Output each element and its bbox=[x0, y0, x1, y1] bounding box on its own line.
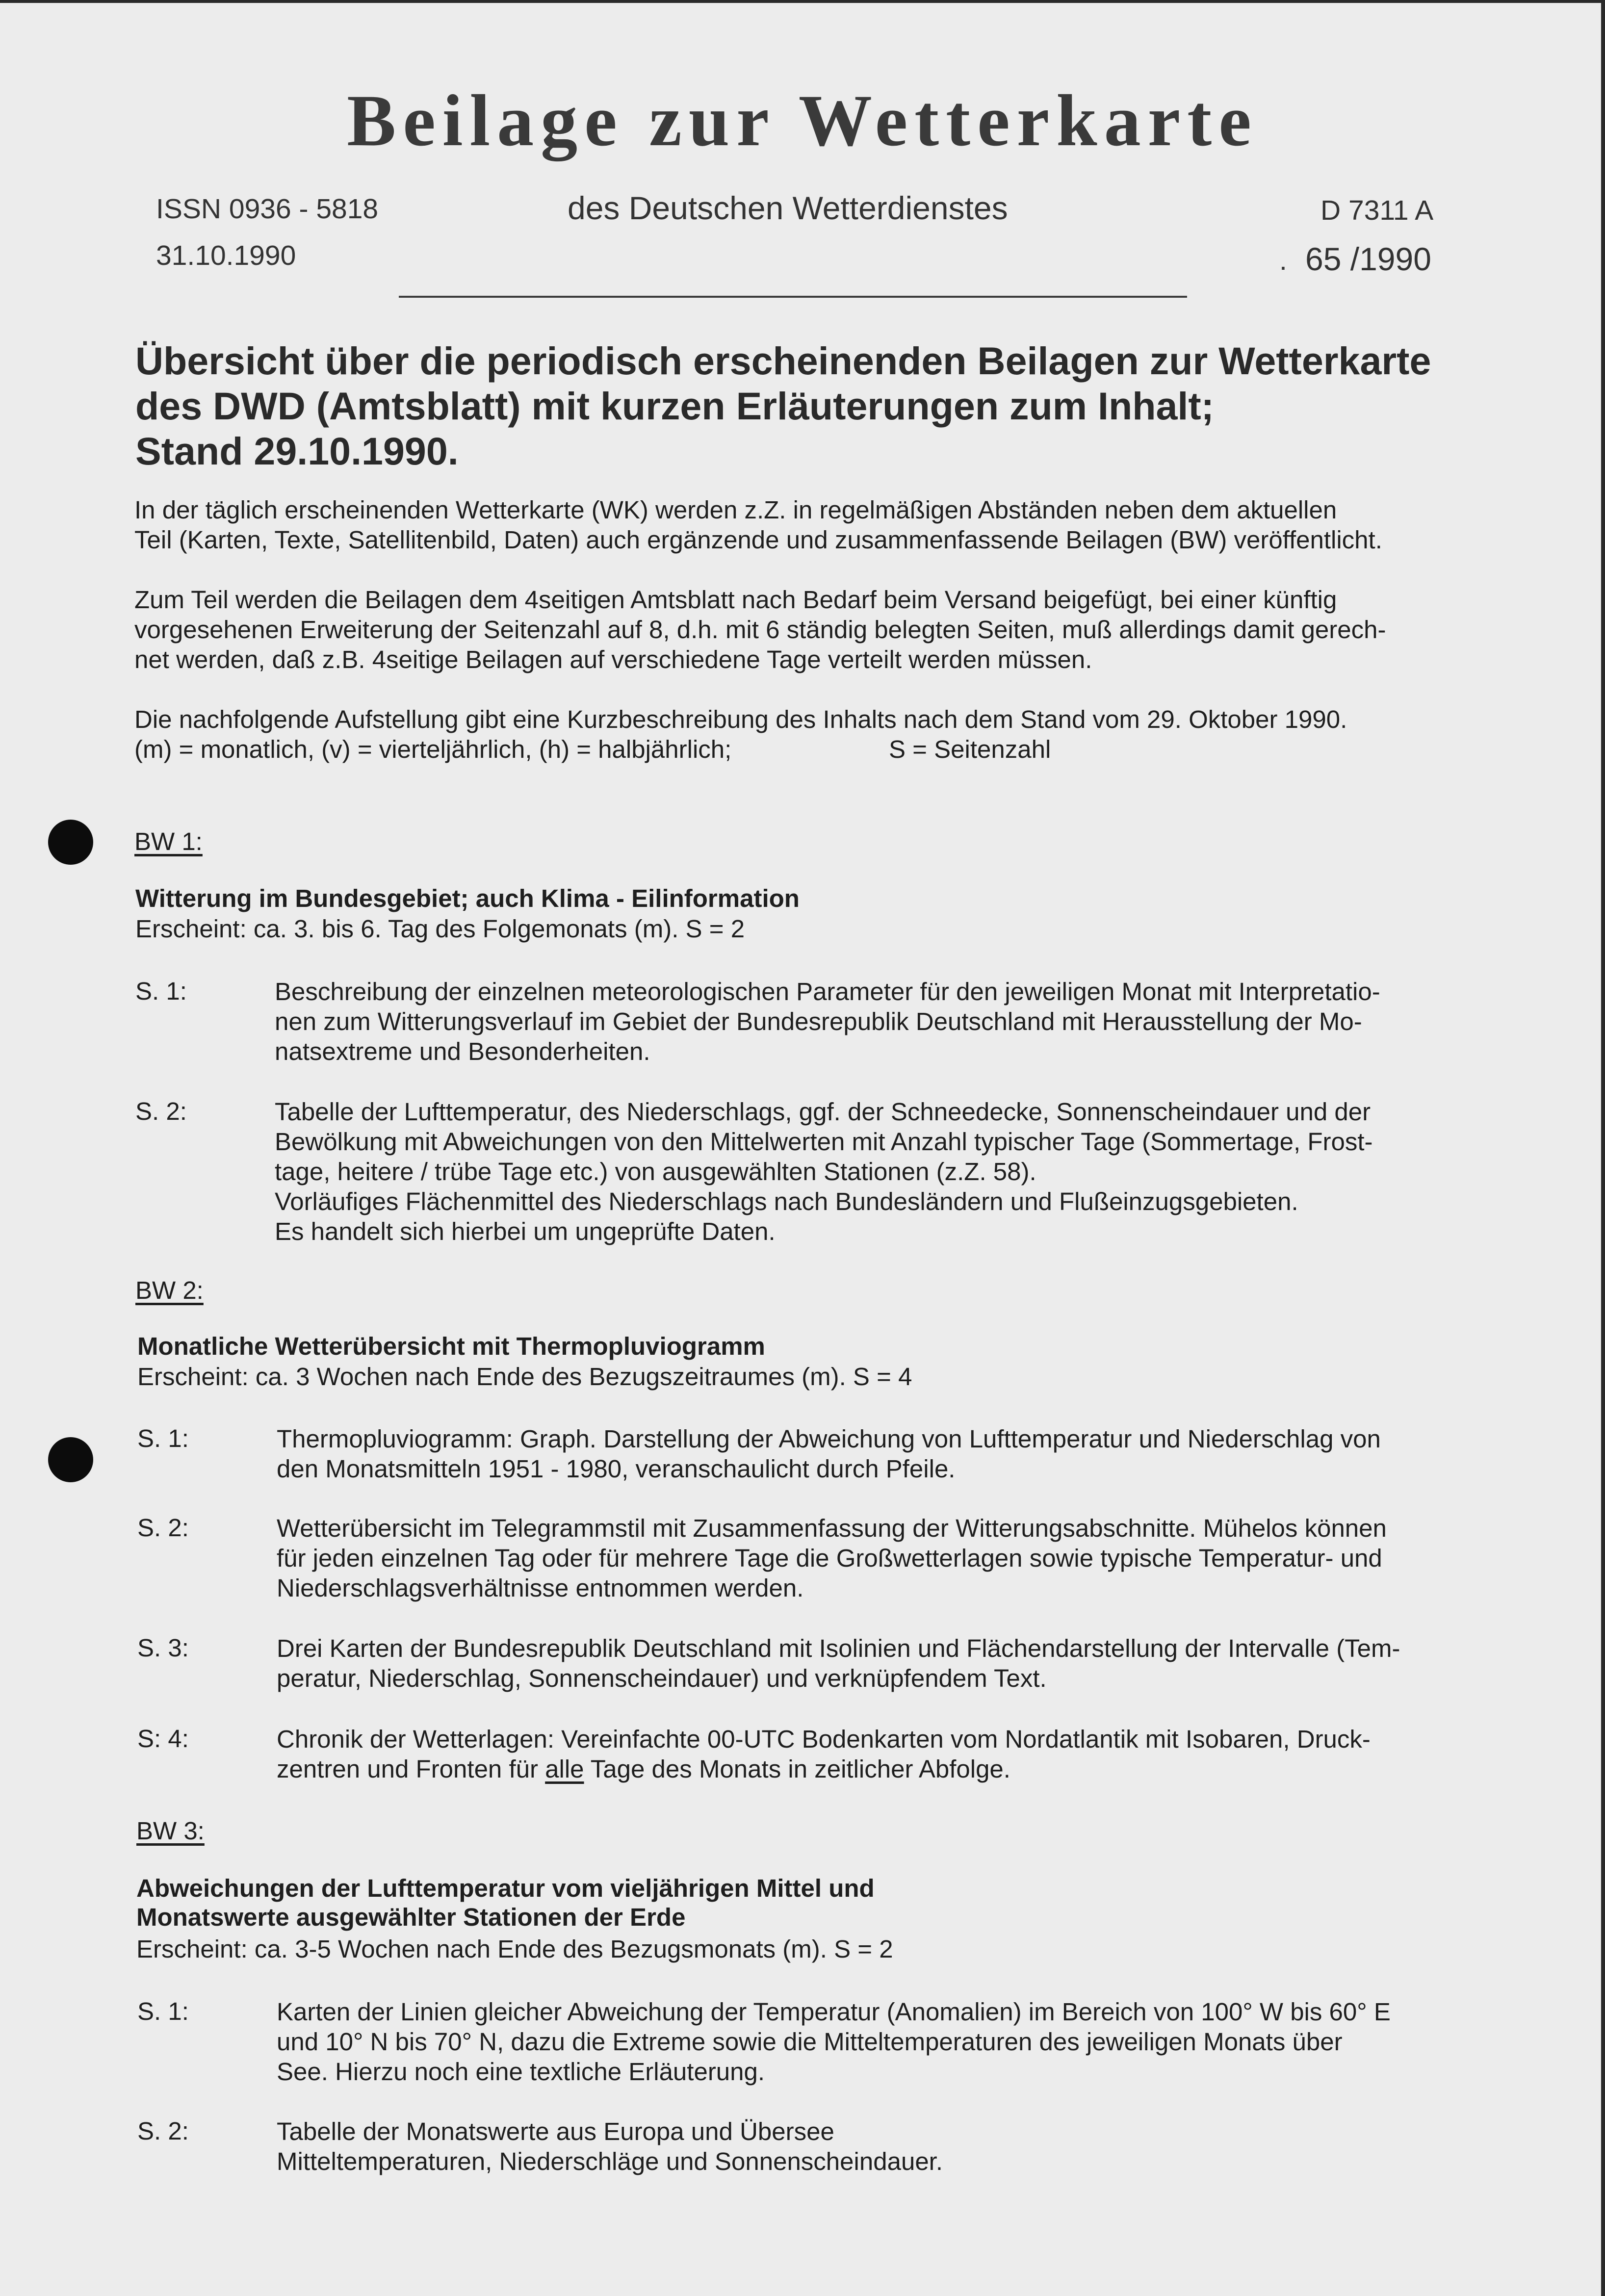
document-heading bbox=[135, 338, 1460, 474]
text-line: peratur, Niederschlag, Sonnenscheindauer) und verknüpfendem Text. bbox=[277, 1664, 1047, 1692]
punch-hole-top bbox=[48, 820, 93, 865]
text-line: nen zum Witterungsverlauf im Gebiet der Bundesrepublik Deutschland mit Herausstellung der Mo- bbox=[275, 1007, 1362, 1035]
publisher: des Deutschen Wetterdienstes bbox=[568, 190, 1008, 226]
issn: ISSN 0936 - 5818 bbox=[156, 193, 379, 225]
text-line: Mitteltemperaturen, Niederschläge und Sonnenscheindauer. bbox=[277, 2147, 943, 2175]
bw1-s1-text bbox=[275, 977, 1380, 1066]
bw3-s1-label: S. 1: bbox=[137, 1997, 189, 2025]
text-segment: zentren und Fronten für bbox=[277, 1755, 545, 1783]
bw2-s3-label: S. 3: bbox=[137, 1634, 189, 1662]
bw2-s2-text bbox=[277, 1513, 1387, 1603]
text-line: Thermopluviogramm: Graph. Darstellung der Abweichung von Lufttemperatur und Niederschlag von bbox=[277, 1425, 1381, 1453]
text-line: Wetterübersicht im Telegrammstil mit Zusammenfassung der Witterungsabschnitte. Mühelos können bbox=[277, 1514, 1387, 1542]
bw3-appears: Erscheint: ca. 3-5 Wochen nach Ende des Bezugsmonats (m). S = 2 bbox=[136, 1935, 893, 1963]
text-line: natsextreme und Besonderheiten. bbox=[275, 1037, 650, 1065]
bw2-s4-text bbox=[277, 1724, 1371, 1784]
bw2-s2-label: S. 2: bbox=[137, 1514, 189, 1542]
text-line: für jeden einzelnen Tag oder für mehrere Tage die Großwetterlagen sowie typische Temperatur- und bbox=[277, 1544, 1382, 1572]
bw3-title bbox=[136, 1874, 875, 1932]
text-line: und 10° N bis 70° N, dazu die Extreme sowie die Mitteltemperaturen des jeweiligen Monats über bbox=[277, 2028, 1343, 2056]
issue-number: 65 /1990 bbox=[1305, 241, 1431, 277]
bw3-s2-label: S. 2: bbox=[137, 2117, 189, 2145]
text-line: Chronik der Wetterlagen: Vereinfachte 00-UTC Bodenkarten vom Nordatlantik mit Isobaren, Druck- bbox=[277, 1725, 1371, 1753]
text-line: Es handelt sich hierbei um ungeprüfte Daten. bbox=[275, 1217, 776, 1245]
intro-paragraph-3 bbox=[134, 704, 1347, 734]
issue-date: 31.10.1990 bbox=[156, 240, 296, 271]
page-count-legend: S = Seitenzahl bbox=[889, 735, 1051, 763]
heading-line: Stand 29.10.1990. bbox=[135, 429, 459, 473]
text-line: Zum Teil werden die Beilagen dem 4seitigen Amtsblatt nach Bedarf beim Versand beigefügt, bei einer künftig bbox=[134, 586, 1337, 614]
publication-code: D 7311 A bbox=[1320, 195, 1434, 226]
text-line: In der täglich erscheinenden Wetterkarte (WK) werden z.Z. in regelmäßigen Abständen neben dem aktuellen bbox=[134, 496, 1337, 524]
masthead-title: Beilage zur Wetterkarte bbox=[347, 80, 1258, 161]
bw1-title: Witterung im Bundesgebiet; auch Klima - Eilinformation bbox=[135, 884, 800, 912]
text-line: Niederschlagsverhältnisse entnommen werden. bbox=[277, 1574, 804, 1602]
text-segment: Tage des Monats in zeitlicher Abfolge. bbox=[584, 1755, 1010, 1783]
heading-line: des DWD (Amtsblatt) mit kurzen Erläuterungen zum Inhalt; bbox=[135, 384, 1214, 428]
bw2-s4-label: S: 4: bbox=[137, 1725, 189, 1753]
text-line: vorgesehenen Erweiterung der Seitenzahl auf 8, d.h. mit 6 ständig belegten Seiten, muß allerdings damit gerech- bbox=[134, 616, 1386, 644]
title-line: Monatswerte ausgewählter Stationen der Erde bbox=[136, 1903, 686, 1931]
text-line: See. Hierzu noch eine textliche Erläuterung. bbox=[277, 2058, 765, 2086]
title-line: Abweichungen der Lufttemperatur vom vieljährigen Mittel und bbox=[136, 1874, 875, 1902]
text-line: Tabelle der Monatswerte aus Europa und Übersee bbox=[277, 2117, 834, 2145]
text-line: den Monatsmitteln 1951 - 1980, veranschaulicht durch Pfeile. bbox=[277, 1455, 956, 1483]
bw2-label: BW 2: bbox=[135, 1276, 204, 1304]
text-line: Tabelle der Lufttemperatur, des Niederschlags, ggf. der Schneedecke, Sonnenscheindauer und der bbox=[275, 1098, 1371, 1126]
text-line bbox=[277, 1754, 1371, 1784]
intro-paragraph-1 bbox=[134, 495, 1382, 555]
text-line: tage, heitere / trübe Tage etc.) von ausgewählten Stationen (z.Z. 58). bbox=[275, 1158, 1036, 1186]
bw3-s2-text bbox=[277, 2116, 943, 2176]
text-line: Bewölkung mit Abweichungen von den Mittelwerten mit Anzahl typischer Tage (Sommertage, Frost- bbox=[275, 1128, 1373, 1156]
bw2-s1-text bbox=[277, 1424, 1381, 1484]
bw2-s1-label: S. 1: bbox=[137, 1424, 189, 1452]
scan-edge-top bbox=[0, 0, 1605, 3]
text-line: net werden, daß z.B. 4seitige Beilagen auf verschiedene Tage verteilt werden müssen. bbox=[134, 645, 1092, 673]
bw1-appears: Erscheint: ca. 3. bis 6. Tag des Folgemonats (m). S = 2 bbox=[135, 915, 745, 943]
text-line: Drei Karten der Bundesrepublik Deutschland mit Isolinien und Flächendarstellung der Intervalle (Tem- bbox=[277, 1634, 1400, 1662]
text-line: Beschreibung der einzelnen meteorologischen Parameter für den jeweiligen Monat mit Interpretatio- bbox=[275, 978, 1380, 1006]
bw3-s1-text bbox=[277, 1997, 1391, 2087]
bw1-s2-text bbox=[275, 1097, 1372, 1246]
issue-mark: . bbox=[1279, 245, 1287, 276]
bw2-s3-text bbox=[277, 1633, 1400, 1693]
header-rule bbox=[399, 296, 1187, 298]
bw1-s2-label: S. 2: bbox=[135, 1097, 187, 1125]
bw2-appears: Erscheint: ca. 3 Wochen nach Ende des Bezugszeitraumes (m). S = 4 bbox=[137, 1363, 912, 1391]
scan-edge-right bbox=[1601, 0, 1605, 2296]
text-line: Vorläufiges Flächenmittel des Niederschlags nach Bundesländern und Flußeinzugsgebieten. bbox=[275, 1187, 1298, 1215]
text-line: Karten der Linien gleicher Abweichung der Temperatur (Anomalien) im Bereich von 100° W bis 60° E bbox=[277, 1998, 1391, 2026]
frequency-legend: (m) = monatlich, (v) = vierteljährlich, (h) = halbjährlich; bbox=[134, 735, 732, 763]
heading-line: Übersicht über die periodisch erscheinenden Beilagen zur Wetterkarte bbox=[135, 339, 1431, 383]
bw2-title: Monatliche Wetterübersicht mit Thermopluviogramm bbox=[137, 1332, 765, 1360]
bw1-s1-label: S. 1: bbox=[135, 977, 187, 1005]
text-line: Teil (Karten, Texte, Satellitenbild, Daten) auch ergänzende und zusammenfassende Beilagen (BW) veröffentlicht. bbox=[134, 526, 1382, 554]
bw1-label: BW 1: bbox=[134, 827, 203, 855]
emphasis-underlined: alle bbox=[545, 1755, 584, 1783]
text-line: Die nachfolgende Aufstellung gibt eine Kurzbeschreibung des Inhalts nach dem Stand vom 29. Oktober 1990. bbox=[134, 705, 1347, 733]
bw3-label: BW 3: bbox=[136, 1817, 205, 1845]
intro-paragraph-2 bbox=[134, 585, 1386, 674]
punch-hole-bottom bbox=[48, 1437, 93, 1482]
